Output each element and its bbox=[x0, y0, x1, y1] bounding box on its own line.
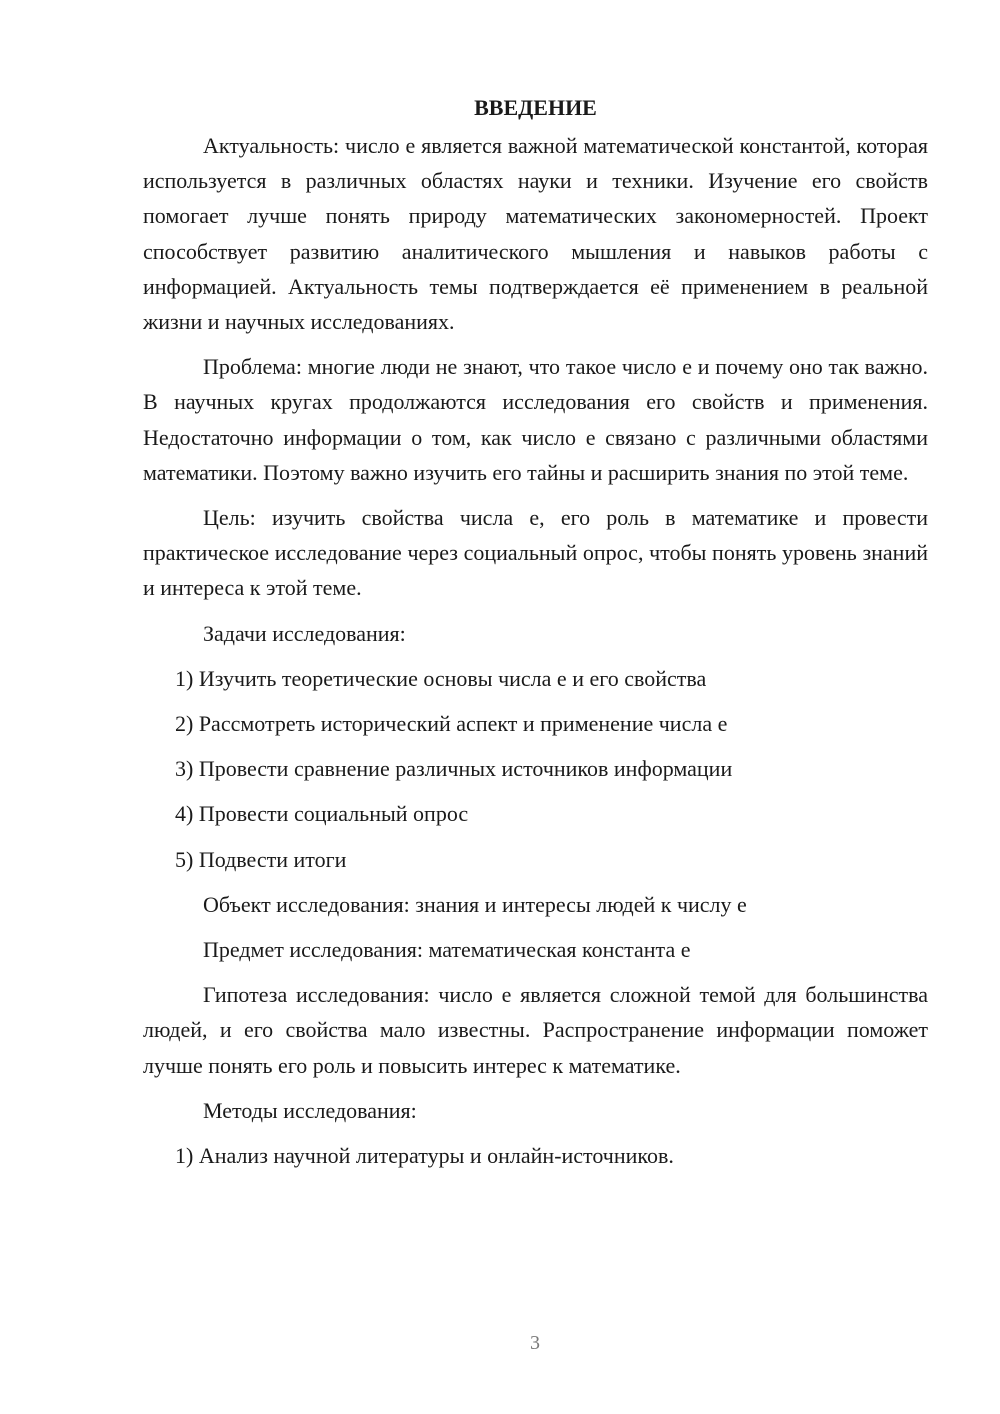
problem-paragraph: Проблема: многие люди не знают, что такое число е и почему оно так важно. В научных кругах продолжаются исследования его свойств и применения. Недостаточно информации о том, как число е связано с различными областями математики. Поэтому важно изучить его тайны и расширить знания по этой теме. bbox=[143, 354, 928, 485]
object-line: Объект исследования: знания и интересы людей к числу е bbox=[203, 891, 747, 917]
hypothesis-paragraph: Гипотеза исследования: число е является сложной темой для большинства людей, и его свойства мало известны. Распространение информации поможет лучше понять его роль и повысить интерес к математике. bbox=[143, 982, 928, 1078]
section-heading: ВВЕДЕНИЕ bbox=[474, 95, 597, 120]
goal-paragraph: Цель: изучить свойства числа е, его роль в математике и провести практическое исследование через социальный опрос, чтобы понять уровень знаний и интереса к этой теме. bbox=[143, 505, 928, 601]
task-item: 2) Рассмотреть исторический аспект и применение числа е bbox=[175, 711, 728, 737]
task-item: 1) Изучить теоретические основы числа е и его свойства bbox=[175, 665, 707, 691]
method-item: 1) Анализ научной литературы и онлайн-источников. bbox=[175, 1143, 674, 1169]
task-item: 4) Провести социальный опрос bbox=[175, 801, 469, 827]
relevance-paragraph: Актуальность: число е является важной математической константой, которая используется в различных областях науки и техники. Изучение его свойств помогает лучше понять природу математических закономерностей. Проект способствует развитию аналитического мышления и навыков работы с информацией. Актуальность темы подтверждается её применением в реальной жизни и научных исследованиях. bbox=[143, 133, 928, 335]
task-item: 5) Подвести итоги bbox=[175, 846, 347, 872]
document-page bbox=[143, 92, 928, 1183]
page-number: 3 bbox=[530, 1332, 540, 1354]
subject-line: Предмет исследования: математическая константа е bbox=[203, 937, 691, 963]
tasks-title: Задачи исследования: bbox=[203, 620, 406, 646]
methods-title: Методы исследования: bbox=[203, 1097, 417, 1123]
task-item: 3) Провести сравнение различных источников информации bbox=[175, 756, 733, 782]
